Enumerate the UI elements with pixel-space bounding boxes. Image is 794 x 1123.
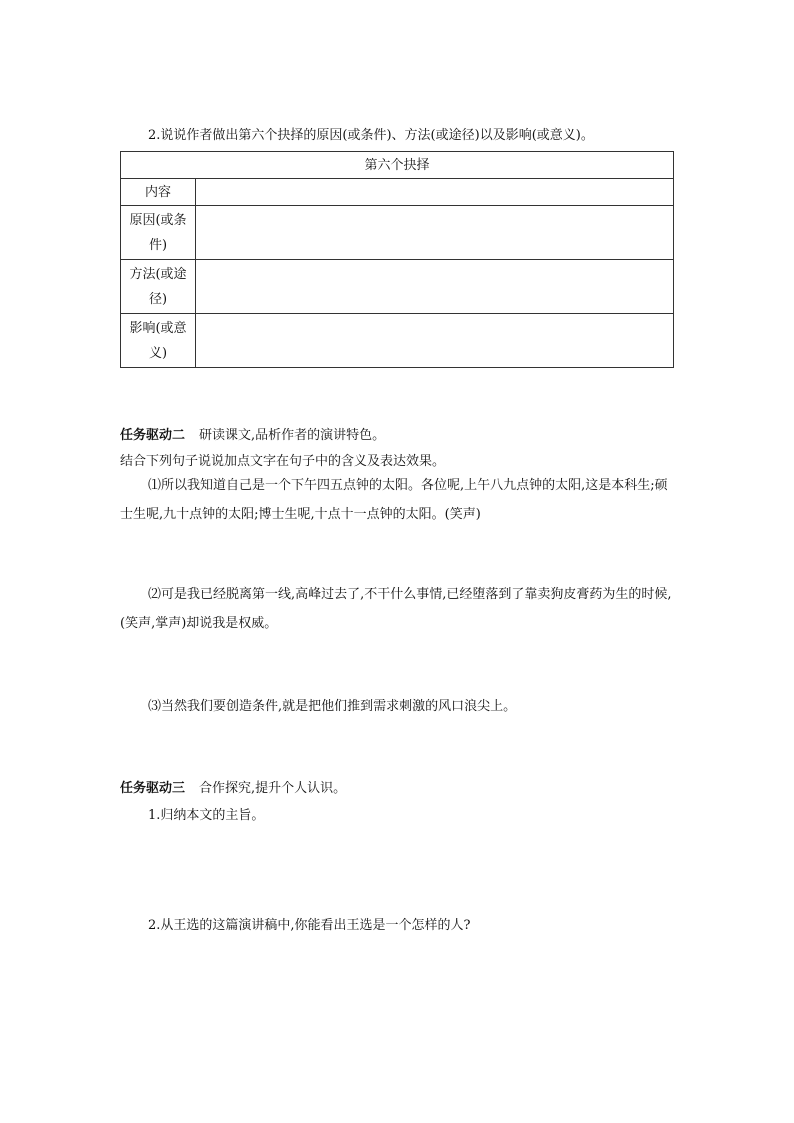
row-label-impact: 影响(或意义) bbox=[121, 314, 196, 368]
task2-title: 任务驱动二 bbox=[120, 428, 186, 443]
task3-question-2: 2.从王选的这篇演讲稿中,你能看出王选是一个怎样的人? bbox=[148, 918, 471, 933]
task2-heading bbox=[120, 424, 385, 443]
table-row bbox=[121, 314, 674, 368]
answer-cell-method[interactable] bbox=[196, 260, 674, 314]
task3-question-1: 1.归纳本文的主旨。 bbox=[148, 808, 265, 823]
sentence-2: ⑵可是我已经脱离第一线,高峰过去了,不干什么事情,已经堕落到了靠卖狗皮膏药为生的时候,(笑声,掌声)却说我是权威。 bbox=[120, 587, 672, 631]
task3-desc: 合作探究,提升个人认识。 bbox=[199, 781, 347, 796]
answer-cell-impact[interactable] bbox=[196, 314, 674, 368]
task3-heading bbox=[120, 777, 346, 796]
task2-desc: 研读课文,品析作者的演讲特色。 bbox=[199, 428, 386, 443]
answer-cell-reason[interactable] bbox=[196, 206, 674, 260]
table-row bbox=[121, 260, 674, 314]
table-header: 第六个抉择 bbox=[121, 152, 674, 179]
row-label-reason: 原因(或条件) bbox=[121, 206, 196, 260]
sentence-3: ⑶当然我们要创造条件,就是把他们推到需求刺激的风口浪尖上。 bbox=[148, 699, 517, 714]
sixth-choice-table bbox=[120, 151, 674, 368]
table-row bbox=[121, 206, 674, 260]
question-2-prompt: 2.说说作者做出第六个抉择的原因(或条件)、方法(或途径)以及影响(或意义)。 bbox=[148, 128, 594, 143]
answer-cell-content[interactable] bbox=[196, 179, 674, 206]
row-label-content: 内容 bbox=[121, 179, 196, 206]
task3-title: 任务驱动三 bbox=[120, 781, 186, 796]
sentence-1: ⑴所以我知道自己是一个下午四五点钟的太阳。各位呢,上午八九点钟的太阳,这是本科生;硕士生呢,九十点钟的太阳;博士生呢,十点十一点钟的太阳。(笑声) bbox=[120, 478, 668, 522]
row-label-method: 方法(或途径) bbox=[121, 260, 196, 314]
table-row bbox=[121, 179, 674, 206]
task2-instruction: 结合下列句子说说加点文字在句子中的含义及表达效果。 bbox=[120, 454, 446, 469]
